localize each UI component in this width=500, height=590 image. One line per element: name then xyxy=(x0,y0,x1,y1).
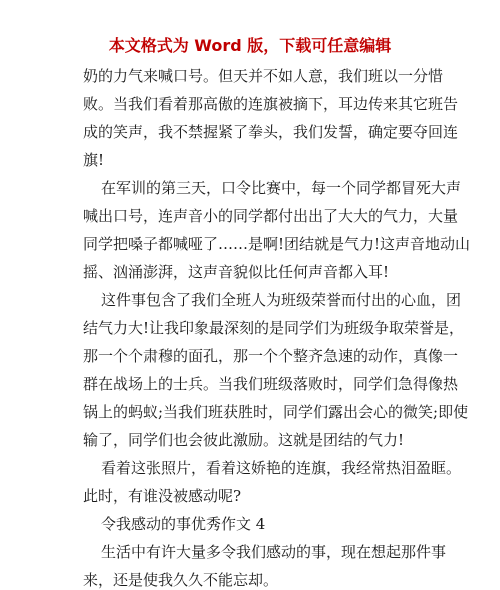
text-line-11: 那一个个肃穆的面孔，那一个个整齐急速的动作，真像一 xyxy=(83,347,459,365)
text-line-7: 同学把嗓子都喊哑了……是啊!团结就是气力!这声音地动山 xyxy=(83,235,471,253)
text-line-16: 此时，有谁没被感动呢? xyxy=(83,487,242,505)
text-line-10: 结气力大!让我印象最深刻的是同学们为班级争取荣誉是， xyxy=(83,319,465,337)
text-line-14: 输了，同学们也会彼此激励。这就是团结的气力! xyxy=(83,431,405,449)
document-banner: 本文格式为 Word 版，下载可任意编辑 xyxy=(108,36,392,55)
text-line-12: 群在战场上的士兵。当我们班级落败时，同学们急得像热 xyxy=(83,375,459,393)
text-line-2: 败。当我们看着那高傲的连旗被摘下，耳边传来其它班告 xyxy=(83,95,459,113)
text-line-4: 旗! xyxy=(83,151,105,169)
text-line-5: 在军训的第三天，口令比赛中，每一个同学都冒死大声 xyxy=(101,179,462,197)
text-line-1: 奶的力气来喊口号。但天并不如人意，我们班以一分惜 xyxy=(83,67,444,85)
text-line-19: 来，还是使我久久不能忘却。 xyxy=(83,571,279,589)
text-line-3: 成的笑声，我不禁握紧了拳头，我们发誓，确定要夺回连 xyxy=(83,123,459,141)
text-line-13: 锅上的蚂蚁;当我们班获胜时，同学们露出会心的微笑;即使 xyxy=(83,403,469,421)
text-line-8: 摇、汹涌澎湃，这声音貌似比任何声音都入耳! xyxy=(83,263,390,281)
text-line-15: 看着这张照片，看着这娇艳的连旗，我经常热泪盈眶。 xyxy=(101,459,462,477)
text-line-6: 喊出口号，连声音小的同学都付出出了大大的气力，大量 xyxy=(83,207,459,225)
text-line-18: 生活中有许大量多令我们感动的事，现在想起那件事 xyxy=(101,543,447,561)
text-line-9: 这件事包含了我们全班人为班级荣誉而付出的心血，团 xyxy=(101,291,462,309)
section-heading: 令我感动的事优秀作文 4 xyxy=(101,515,266,533)
